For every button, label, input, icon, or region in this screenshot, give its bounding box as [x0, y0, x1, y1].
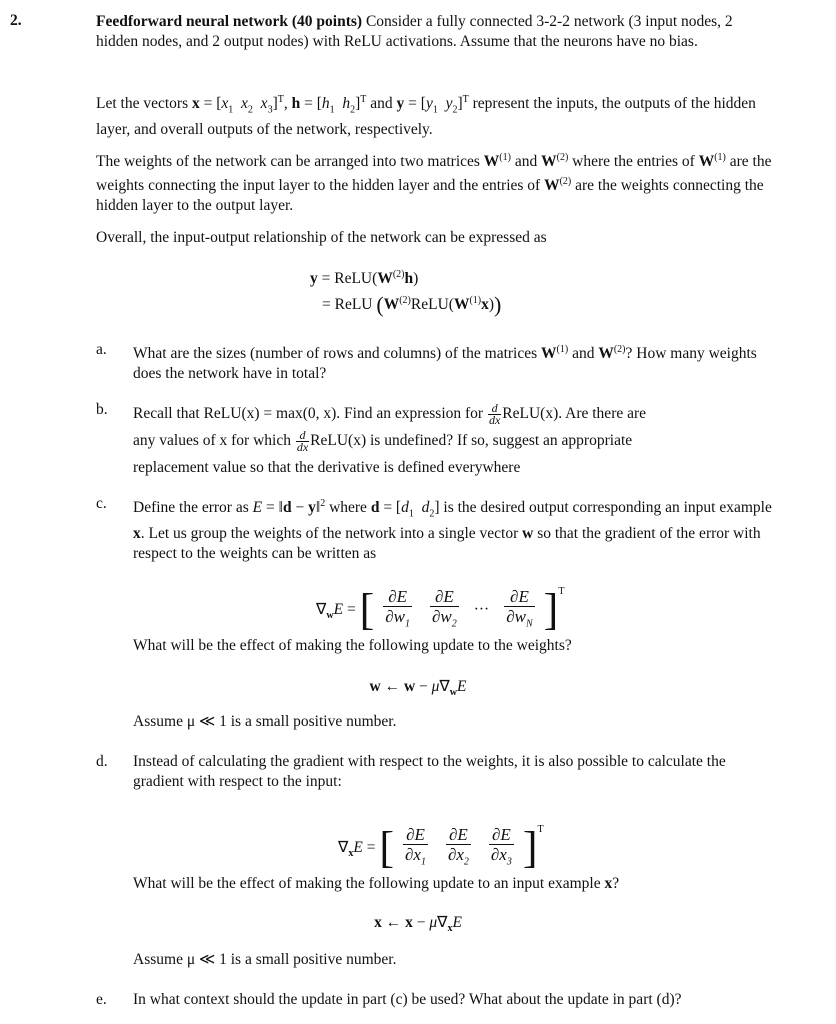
- part-d-assume: Assume μ ≪ 1 is a small positive number.: [133, 951, 397, 968]
- part-b-label: b.: [96, 401, 108, 418]
- derivative-fraction-2: $\frac{d}{dx}$: [296, 427, 309, 454]
- part-a-label: a.: [96, 341, 107, 358]
- part-b-t2: ReLU(x). Are there are: [502, 405, 647, 422]
- vectors-paragraph: Let the vectors $x = [x_1$ $x_2$ $x_3]^T$, $h = [h_1$ $h_2]^T$ and $y = [y_1$ $y_2]^T$ represent the inputs, the outputs of the hidden layer, and overall outputs of the network, respectively.: [96, 94, 756, 139]
- part-c-label: c.: [96, 495, 107, 512]
- part-d-text: Instead of calculating the gradient with respect to the weights, it is also possible to calculate the gradient with respect to the input:: [133, 753, 726, 790]
- weights-text-1: The weights of the network can be arranged into two matrices: [96, 153, 480, 171]
- part-b-t5: replacement value so that the derivative is defined everywhere: [133, 459, 521, 476]
- weights-text-3: are the weights connecting the input layer to the hidden layer and the entries of: [96, 153, 772, 195]
- gradient-w-equation: $\nabla_wE$ = [ $\frac{\partial E}{\partial w_1}$ $\frac{\partial E}{\partial w_2}$ ··· $\frac{\partial E}{\partial w_N}$ ]$^T$: [316, 585, 565, 635]
- intro-text: Consider a fully connected 3-2-2 network (3 input nodes, 2 hidden nodes, and 2 output nodes) with ReLU activations. Assume that the neurons have no bias.: [96, 13, 733, 50]
- relu-1: ReLU: [334, 270, 373, 288]
- part-d-label: d.: [96, 753, 108, 770]
- intro-paragraph: [96, 12, 776, 52]
- equation-1: $y = ReLU(W^{(2)}h)$: [310, 269, 419, 288]
- part-b-text: [133, 400, 773, 481]
- part-a-t1: What are the sizes (number of rows and columns) of the matrices: [133, 345, 538, 363]
- vectors-and: and: [370, 95, 393, 113]
- part-c-question: What will be the effect of making the following update to the weights?: [133, 637, 572, 654]
- part-b-t4: ReLU(x) is undefined? If so, suggest an appropriate: [310, 432, 633, 449]
- weights-paragraph: The weights of the network can be arranged into two matrices $W^{(1)}$ and $W^{(2)}$ where the entries of $W^{(1)}$ are the weights connecting the input layer to the hidden layer and the entries of $W^{(2)}$ are the weights connecting the hidden layer to the output layer.: [96, 152, 772, 215]
- gradient-x-equation: $\nabla_xE$ = [ $\frac{\partial E}{\partial x_1}$ $\frac{\partial E}{\partial x_2}$ $\frac{\partial E}{\partial x_3}$ ]$^T$: [338, 823, 544, 873]
- relu-2: ReLU: [334, 296, 373, 314]
- part-e-label: e.: [96, 991, 107, 1008]
- part-e-text: In what context should the update in part (c) be used? What about the update in part (d)?: [133, 991, 682, 1008]
- vectors-lead: Let the vectors: [96, 95, 189, 113]
- part-a-text: What are the sizes (number of rows and columns) of the matrices $W^{(1)}$ and $W^{(2)}$? How many weights does the network have in total?: [133, 344, 757, 383]
- part-b-t1: Recall that ReLU(x) = max(0, x). Find an expression for: [133, 405, 484, 422]
- part-a-and: and: [572, 345, 595, 363]
- overall-paragraph: Overall, the input-output relationship of the network can be expressed as: [96, 229, 547, 246]
- weights-text-4: are the weights connecting the hidden layer to the output layer.: [96, 177, 764, 215]
- part-c-t2: where: [329, 499, 367, 517]
- part-d-q: What will be the effect of making the following update to an input example: [133, 875, 601, 892]
- weights-and: and: [514, 153, 538, 171]
- part-c-t4: . Let us group the weights of the network into a single vector: [140, 525, 519, 543]
- derivative-fraction-1: $\frac{d}{dx}$: [488, 400, 501, 427]
- part-c-t1: Define the error as: [133, 499, 249, 517]
- part-b-t3: any values of x for which: [133, 432, 291, 449]
- part-c-assume: Assume μ ≪ 1 is a small positive number.: [133, 713, 397, 730]
- update-w-equation: w ← $w - \mu\nabla_wE$: [369, 678, 467, 699]
- vectors-tail: represent the inputs, the outputs of the hidden layer, and overall outputs of the network, respectively.: [96, 95, 756, 139]
- relu-3: ReLU: [410, 296, 449, 314]
- part-a-t2: ? How many weights does the network have in total?: [133, 345, 757, 383]
- question-title: Feedforward neural network (40 points): [96, 13, 363, 30]
- part-c-text: Define the error as E = ‖d − y‖$^2$ where $d = [d_1$ $d_2$] is the desired output corresponding an input example x. Let us group the weights of the network into a single vector w so that the gradient of the error with respect to the weights can be written as: [133, 498, 772, 563]
- equation-2: = ReLU $(W^{(2)}ReLU(W^{(1)}x))$: [322, 292, 502, 318]
- part-c-t3: is the desired output corresponding an input example: [443, 499, 772, 517]
- part-c-t5: so that the gradient of the error with respect to the weights can be written as: [133, 525, 761, 563]
- update-x-equation: x ← $x - \mu\nabla_xE$: [374, 914, 462, 935]
- question-number: 2.: [10, 12, 22, 29]
- part-d-question: What will be the effect of making the following update to an input example x?: [133, 875, 620, 892]
- weights-text-2: where the entries of: [572, 153, 695, 171]
